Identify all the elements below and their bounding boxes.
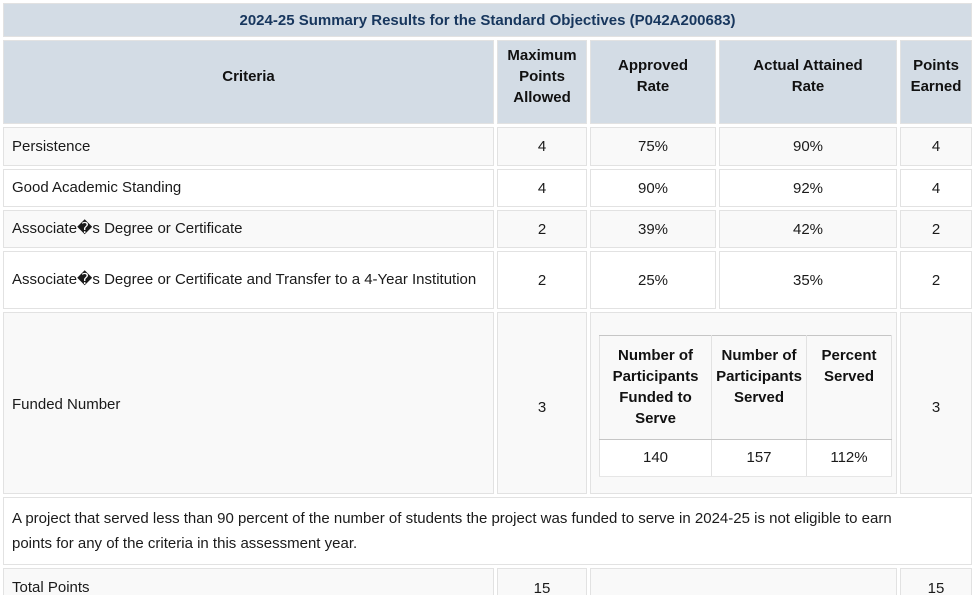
criteria-cell: Persistence <box>3 127 494 166</box>
criteria-cell: Associate�s Degree or Certificate and Transfer to a 4-Year Institution <box>3 251 494 309</box>
eligibility-note-text: A project that served less than 90 percent of the number of students the project was funded to serve in 2024-25 is not eligible to earn points for any of the criteria in this assessment year. <box>3 497 972 565</box>
header-max-points-label: Maximum Points Allowed <box>507 46 577 106</box>
table-row-good-academic-standing <box>3 169 972 207</box>
table-row-associates-degree <box>3 210 972 248</box>
actual-rate-cell: 90% <box>719 127 897 166</box>
header-points-earned <box>900 40 972 124</box>
nested-header-percent-served: Percent Served <box>807 335 892 439</box>
header-approved-rate-label: Approved Rate <box>617 57 688 95</box>
eligibility-note-row <box>3 497 972 565</box>
nested-value-funded-to-serve: 140 <box>600 439 712 476</box>
header-points-earned-label: Points Earned <box>910 57 962 95</box>
criteria-cell: Funded Number <box>3 312 494 494</box>
approved-rate-cell: 75% <box>590 127 716 166</box>
header-approved-rate <box>590 40 716 124</box>
table-row-associates-degree-transfer <box>3 251 972 309</box>
total-max-points-cell: 15 <box>497 568 587 595</box>
points-earned-cell: 2 <box>900 251 972 309</box>
criteria-cell: Good Academic Standing <box>3 169 494 207</box>
table-title: 2024-25 Summary Results for the Standard Objectives (P042A200683) <box>3 3 972 37</box>
actual-rate-cell: 92% <box>719 169 897 207</box>
nested-value-percent-served: 112% <box>807 439 892 476</box>
table-row-total-points <box>3 568 972 595</box>
max-points-cell: 2 <box>497 251 587 309</box>
max-points-cell: 2 <box>497 210 587 248</box>
nested-header-served: Number of Participants Served <box>712 335 807 439</box>
points-earned-cell: 2 <box>900 210 972 248</box>
participants-nested-table <box>599 335 892 477</box>
max-points-cell: 4 <box>497 127 587 166</box>
title-row <box>3 3 972 37</box>
table-row-persistence <box>3 127 972 166</box>
actual-rate-cell: 42% <box>719 210 897 248</box>
total-points-earned-cell: 15 <box>900 568 972 595</box>
nested-header-funded-to-serve: Number of Participants Funded to Serve <box>600 335 712 439</box>
criteria-cell: Associate�s Degree or Certificate <box>3 210 494 248</box>
column-header-row <box>3 40 972 124</box>
total-empty-cell <box>590 568 897 595</box>
approved-rate-cell: 25% <box>590 251 716 309</box>
nested-values-row <box>600 439 892 476</box>
points-earned-cell: 4 <box>900 127 972 166</box>
approved-rate-cell: 39% <box>590 210 716 248</box>
total-points-label: Total Points <box>3 568 494 595</box>
max-points-cell: 4 <box>497 169 587 207</box>
header-actual-attained-rate <box>719 40 897 124</box>
max-points-cell: 3 <box>497 312 587 494</box>
header-criteria <box>3 40 494 124</box>
header-max-points <box>497 40 587 124</box>
header-criteria-label: Criteria <box>222 67 275 85</box>
table-row-funded-number <box>3 312 972 494</box>
points-earned-cell: 3 <box>900 312 972 494</box>
nested-value-served: 157 <box>712 439 807 476</box>
header-actual-attained-rate-label: Actual Attained Rate <box>753 57 863 95</box>
points-earned-cell: 4 <box>900 169 972 207</box>
actual-rate-cell: 35% <box>719 251 897 309</box>
participants-detail-cell <box>590 312 897 494</box>
approved-rate-cell: 90% <box>590 169 716 207</box>
nested-header-row <box>600 335 892 439</box>
